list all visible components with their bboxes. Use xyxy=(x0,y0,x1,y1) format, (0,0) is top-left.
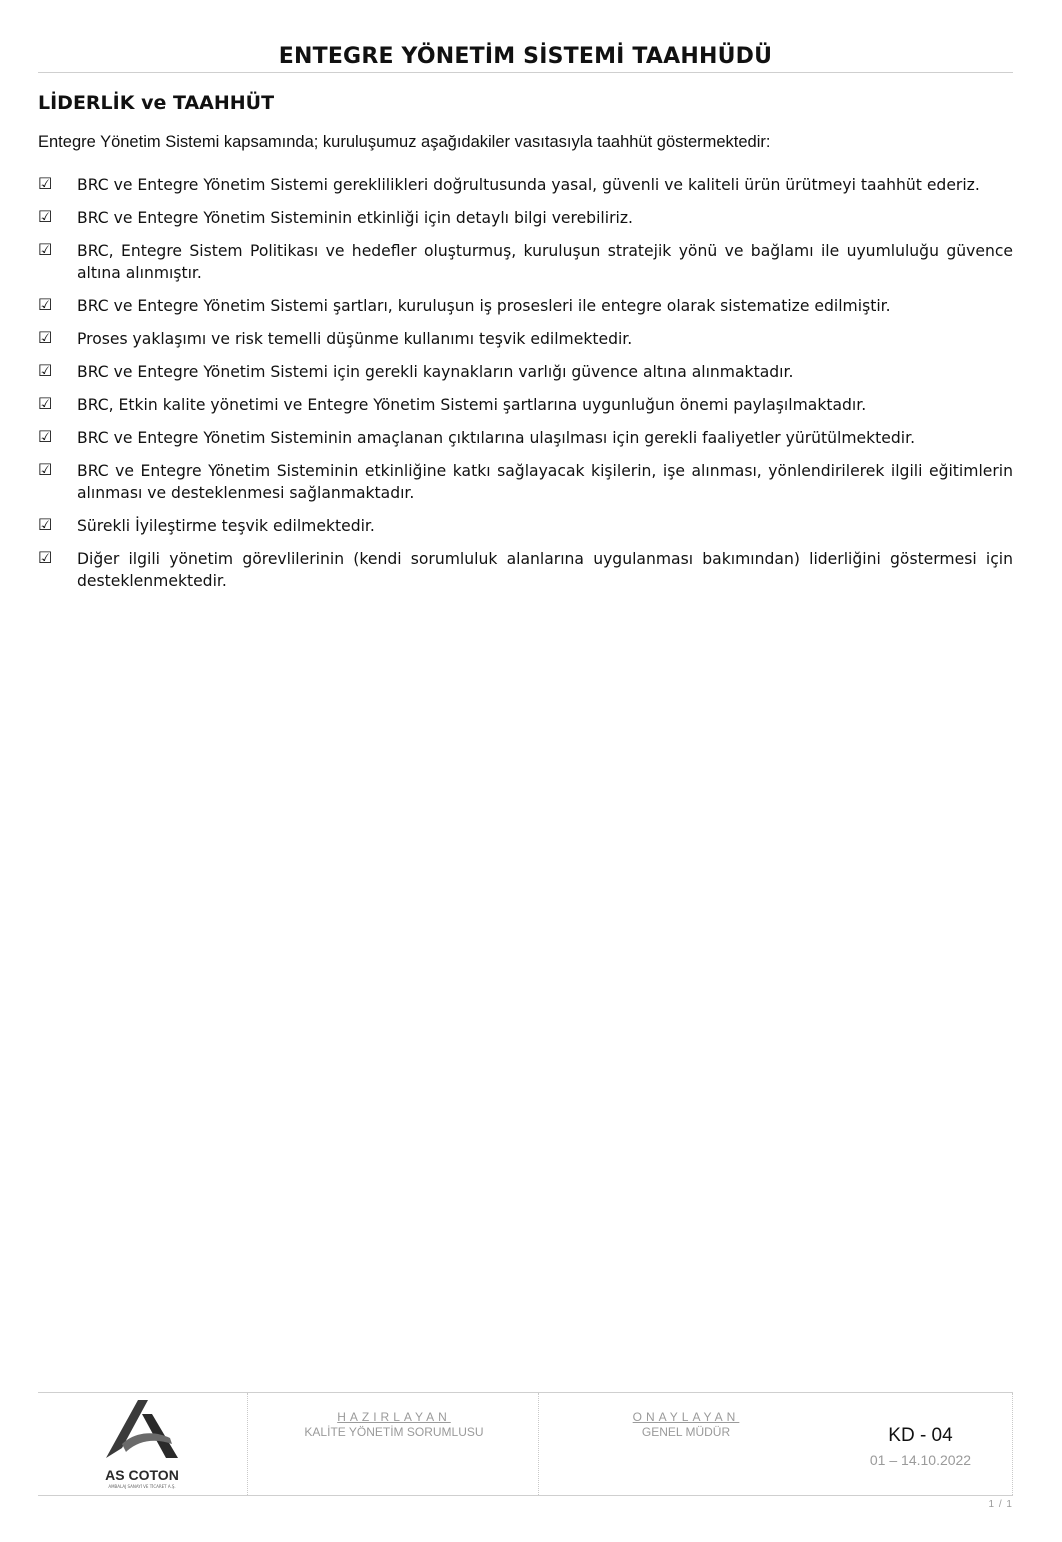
document-title: ENTEGRE YÖNETİM SİSTEMİ TAAHHÜDÜ xyxy=(278,44,773,69)
intro-paragraph: Entegre Yönetim Sistemi kapsamında; kuruluşumuz aşağıdakiler vasıtasıyla taahhüt göstermektedir: xyxy=(38,133,771,151)
checkbox-checked-icon: ☑ xyxy=(38,174,53,193)
checkbox-checked-icon: ☑ xyxy=(38,361,53,380)
list-item-text: BRC ve Entegre Yönetim Sistemi şartları, kuruluşun iş prosesleri ile entegre olarak sistematize edilmiştir. xyxy=(77,297,891,315)
footer-column-divider xyxy=(247,1393,248,1495)
list-item-text: BRC, Etkin kalite yönetimi ve Entegre Yönetim Sistemi şartlarına uygunluğun önemi paylaşılmaktadır. xyxy=(77,396,867,414)
checkbox-checked-icon: ☑ xyxy=(38,460,53,479)
checkbox-checked-icon: ☑ xyxy=(38,515,53,534)
document-footer xyxy=(38,1392,1013,1496)
footer-bottom-divider xyxy=(38,1495,1013,1496)
section-heading: LİDERLİK ve TAAHHÜT xyxy=(38,92,275,114)
list-item xyxy=(38,548,1013,592)
list-item-text: BRC ve Entegre Yönetim Sistemi gereklilikleri doğrultusunda yasal, güvenli ve kaliteli ürün ürütmeyi taahhüt ederiz. xyxy=(77,176,980,194)
list-item-text: BRC ve Entegre Yönetim Sisteminin etkinliği için detaylı bilgi verebiliriz. xyxy=(77,209,633,227)
checkbox-checked-icon: ☑ xyxy=(38,207,53,226)
list-item-text: BRC ve Entegre Yönetim Sisteminin etkinliğine katkı sağlayacak kişilerin, işe alınması, yönlendirilerek ilgili eğitimlerin alınması ve desteklenmesi sağlanmaktadır. xyxy=(77,462,1013,502)
list-item-text: BRC ve Entegre Yönetim Sisteminin amaçlanan çıktılarına ulaşılması için gerekli faaliyetler yürütülmektedir. xyxy=(77,429,916,447)
list-item-text: Sürekli İyileştirme teşvik edilmektedir. xyxy=(77,517,375,535)
page-number: 1 / 1 xyxy=(988,1499,1013,1510)
list-item-text: BRC, Entegre Sistem Politikası ve hedefler oluşturmuş, kuruluşun stratejik yönü ve bağlamı ile uyumluluğu güvence altına alınmıştır. xyxy=(77,242,1013,282)
list-item xyxy=(38,515,1013,537)
commitment-list xyxy=(38,174,1013,603)
approved-by-label: ONAYLAYAN xyxy=(632,1410,740,1424)
document-code: KD - 04 xyxy=(888,1425,953,1446)
list-item xyxy=(38,240,1013,284)
approved-by-block xyxy=(541,1410,831,1439)
company-logo xyxy=(100,1392,184,1496)
checkbox-checked-icon: ☑ xyxy=(38,394,53,413)
footer-top-divider xyxy=(38,1392,1013,1393)
list-item xyxy=(38,328,1013,350)
list-item-text: Proses yaklaşımı ve risk temelli düşünme kullanımı teşvik edilmektedir. xyxy=(77,330,633,348)
list-item xyxy=(38,295,1013,317)
checkbox-checked-icon: ☑ xyxy=(38,240,53,259)
prepared-by-position: KALİTE YÖNETİM SORUMLUSU xyxy=(304,1425,484,1439)
checkbox-checked-icon: ☑ xyxy=(38,548,53,567)
logo-company-name: AS COTON xyxy=(105,1467,179,1483)
checkbox-checked-icon: ☑ xyxy=(38,295,53,314)
list-item xyxy=(38,207,1013,229)
footer-column-divider xyxy=(538,1393,539,1495)
list-item-text: Diğer ilgili yönetim görevlilerinin (kendi sorumluluk alanlarına uygulanması bakımından) liderliğini göstermesi için desteklenmektedir. xyxy=(77,550,1013,590)
list-item xyxy=(38,174,1013,196)
list-item-text: BRC ve Entegre Yönetim Sistemi için gerekli kaynakların varlığı güvence altına alınmaktadır. xyxy=(77,363,794,381)
checkbox-checked-icon: ☑ xyxy=(38,328,53,347)
checkbox-checked-icon: ☑ xyxy=(38,427,53,446)
as-coton-logo-icon xyxy=(100,1394,184,1466)
document-revision: 01 – 14.10.2022 xyxy=(869,1452,972,1468)
prepared-by-block xyxy=(250,1410,538,1439)
list-item xyxy=(38,460,1013,504)
list-item xyxy=(38,427,1013,449)
list-item xyxy=(38,394,1013,416)
footer-right-border xyxy=(1012,1393,1013,1495)
title-divider xyxy=(38,72,1013,73)
approved-by-position: GENEL MÜDÜR xyxy=(641,1425,731,1439)
prepared-by-label: HAZIRLAYAN xyxy=(337,1410,451,1424)
list-item xyxy=(38,361,1013,383)
logo-company-subtitle: AMBALAJ SANAYİ VE TİCARET A.Ş. xyxy=(108,1484,176,1489)
